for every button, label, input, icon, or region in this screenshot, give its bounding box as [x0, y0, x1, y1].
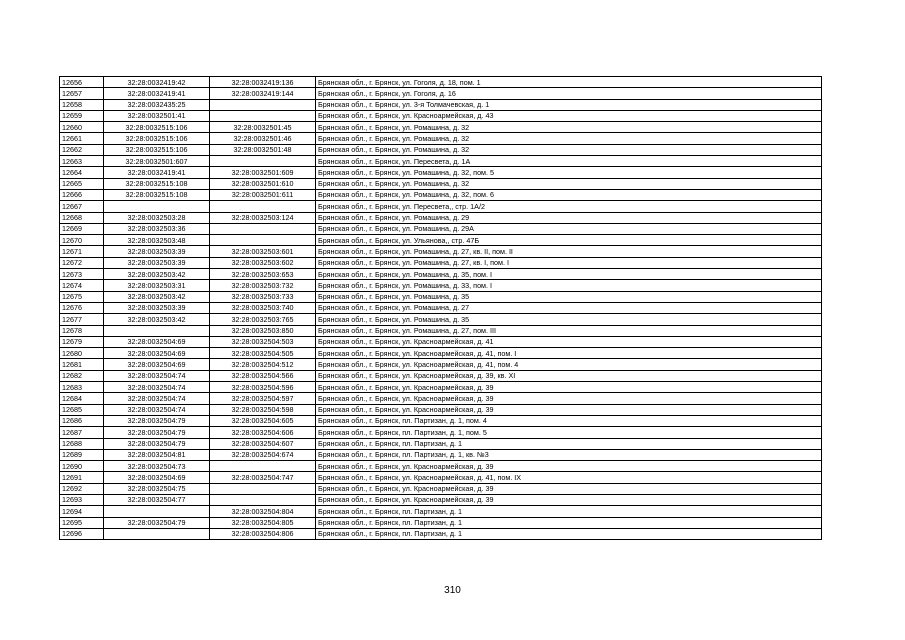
- address-cell: Брянская обл., г. Брянск, ул. Ромашина, д. 32: [316, 144, 822, 155]
- land-cadastral-number-cell: 32:28:0032504:69: [104, 348, 210, 359]
- address-cell: Брянская обл., г. Брянск, пл. Партизан, д. 1: [316, 506, 822, 517]
- table-row: [60, 269, 822, 280]
- address-cell: Брянская обл., г. Брянск, ул. 3-я Толмачевская, д. 1: [316, 99, 822, 110]
- address-cell: Брянская обл., г. Брянск, ул. Ульянова,, стр. 47Б: [316, 235, 822, 246]
- address-cell: Брянская обл., г. Брянск, ул. Ромашина, д. 29А: [316, 223, 822, 234]
- table-row: [60, 189, 822, 200]
- table-row: [60, 246, 822, 257]
- address-cell: Брянская обл., г. Брянск, ул. Ромашина, д. 27, кв. II, пом. II: [316, 246, 822, 257]
- land-cadastral-number-cell: 32:28:0032515:106: [104, 133, 210, 144]
- land-cadastral-number-cell: 32:28:0032503:39: [104, 302, 210, 313]
- object-cadastral-number-cell: 32:28:0032504:747: [210, 472, 316, 483]
- table-row: [60, 528, 822, 539]
- table-row: [60, 280, 822, 291]
- land-cadastral-number-cell: 32:28:0032504:74: [104, 393, 210, 404]
- address-cell: Брянская обл., г. Брянск, ул. Гоголя, д. 18, пом. 1: [316, 77, 822, 88]
- land-cadastral-number-cell: 32:28:0032515:106: [104, 144, 210, 155]
- row-number-cell: 12696: [60, 528, 104, 539]
- object-cadastral-number-cell: 32:28:0032504:606: [210, 427, 316, 438]
- row-number-cell: 12676: [60, 302, 104, 313]
- table-row: [60, 302, 822, 313]
- row-number-cell: 12692: [60, 483, 104, 494]
- row-number-cell: 12668: [60, 212, 104, 223]
- land-cadastral-number-cell: 32:28:0032503:36: [104, 223, 210, 234]
- address-cell: Брянская обл., г. Брянск, пл. Партизан, д. 1: [316, 517, 822, 528]
- table-row: [60, 99, 822, 110]
- land-cadastral-number-cell: 32:28:0032504:73: [104, 461, 210, 472]
- row-number-cell: 12682: [60, 370, 104, 381]
- table-row: [60, 235, 822, 246]
- object-cadastral-number-cell: 32:28:0032504:598: [210, 404, 316, 415]
- row-number-cell: 12662: [60, 144, 104, 155]
- registry-table-body: [60, 77, 822, 540]
- object-cadastral-number-cell: 32:28:0032504:805: [210, 517, 316, 528]
- address-cell: Брянская обл., г. Брянск, ул. Ромашина, д. 27, кв. I, пом. I: [316, 257, 822, 268]
- row-number-cell: 12667: [60, 201, 104, 212]
- row-number-cell: 12666: [60, 189, 104, 200]
- address-cell: Брянская обл., г. Брянск, ул. Ромашина, д. 35, пом. I: [316, 269, 822, 280]
- row-number-cell: 12674: [60, 280, 104, 291]
- table-row: [60, 494, 822, 505]
- land-cadastral-number-cell: 32:28:0032501:607: [104, 156, 210, 167]
- object-cadastral-number-cell: 32:28:0032501:46: [210, 133, 316, 144]
- address-cell: Брянская обл., г. Брянск, ул. Красноармейская, д. 41: [316, 336, 822, 347]
- land-cadastral-number-cell: 32:28:0032504:79: [104, 427, 210, 438]
- address-cell: Брянская обл., г. Брянск, ул. Красноармейская, д. 39: [316, 393, 822, 404]
- table-row: [60, 223, 822, 234]
- object-cadastral-number-cell: [210, 110, 316, 121]
- address-cell: Брянская обл., г. Брянск, ул. Красноармейская, д. 39: [316, 494, 822, 505]
- table-row: [60, 314, 822, 325]
- address-cell: Брянская обл., г. Брянск, пл. Партизан, д. 1, пом. 5: [316, 427, 822, 438]
- object-cadastral-number-cell: 32:28:0032503:732: [210, 280, 316, 291]
- table-row: [60, 472, 822, 483]
- table-row: [60, 144, 822, 155]
- row-number-cell: 12690: [60, 461, 104, 472]
- object-cadastral-number-cell: [210, 99, 316, 110]
- table-row: [60, 348, 822, 359]
- address-cell: Брянская обл., г. Брянск, ул. Красноармейская, д. 39: [316, 404, 822, 415]
- table-row: [60, 404, 822, 415]
- row-number-cell: 12693: [60, 494, 104, 505]
- land-cadastral-number-cell: 32:28:0032504:79: [104, 517, 210, 528]
- address-cell: Брянская обл., г. Брянск, ул. Красноармейская, д. 39: [316, 461, 822, 472]
- land-cadastral-number-cell: 32:28:0032503:42: [104, 269, 210, 280]
- object-cadastral-number-cell: 32:28:0032504:674: [210, 449, 316, 460]
- object-cadastral-number-cell: 32:28:0032419:144: [210, 88, 316, 99]
- object-cadastral-number-cell: 32:28:0032501:609: [210, 167, 316, 178]
- object-cadastral-number-cell: 32:28:0032503:602: [210, 257, 316, 268]
- table-row: [60, 110, 822, 121]
- land-cadastral-number-cell: 32:28:0032504:81: [104, 449, 210, 460]
- land-cadastral-number-cell: 32:28:0032419:41: [104, 167, 210, 178]
- address-cell: Брянская обл., г. Брянск, ул. Красноармейская, д. 39, кв. XI: [316, 370, 822, 381]
- object-cadastral-number-cell: [210, 483, 316, 494]
- row-number-cell: 12688: [60, 438, 104, 449]
- row-number-cell: 12673: [60, 269, 104, 280]
- land-cadastral-number-cell: 32:28:0032503:39: [104, 246, 210, 257]
- object-cadastral-number-cell: 32:28:0032501:610: [210, 178, 316, 189]
- table-row: [60, 483, 822, 494]
- table-row: [60, 88, 822, 99]
- land-cadastral-number-cell: 32:28:0032504:75: [104, 483, 210, 494]
- address-cell: Брянская обл., г. Брянск, ул. Ромашина, д. 32, пом. 6: [316, 189, 822, 200]
- table-row: [60, 133, 822, 144]
- table-row: [60, 156, 822, 167]
- row-number-cell: 12691: [60, 472, 104, 483]
- object-cadastral-number-cell: 32:28:0032504:607: [210, 438, 316, 449]
- land-cadastral-number-cell: 32:28:0032504:69: [104, 359, 210, 370]
- address-cell: Брянская обл., г. Брянск, ул. Красноармейская, д. 39: [316, 483, 822, 494]
- land-cadastral-number-cell: 32:28:0032419:42: [104, 77, 210, 88]
- row-number-cell: 12680: [60, 348, 104, 359]
- object-cadastral-number-cell: 32:28:0032504:566: [210, 370, 316, 381]
- row-number-cell: 12679: [60, 336, 104, 347]
- row-number-cell: 12661: [60, 133, 104, 144]
- object-cadastral-number-cell: 32:28:0032501:48: [210, 144, 316, 155]
- object-cadastral-number-cell: 32:28:0032504:596: [210, 382, 316, 393]
- land-cadastral-number-cell: 32:28:0032515:108: [104, 189, 210, 200]
- address-cell: Брянская обл., г. Брянск, ул. Красноармейская, д. 39: [316, 382, 822, 393]
- object-cadastral-number-cell: 32:28:0032504:804: [210, 506, 316, 517]
- row-number-cell: 12689: [60, 449, 104, 460]
- row-number-cell: 12694: [60, 506, 104, 517]
- table-row: [60, 167, 822, 178]
- table-row: [60, 415, 822, 426]
- land-cadastral-number-cell: 32:28:0032504:74: [104, 370, 210, 381]
- land-cadastral-number-cell: [104, 325, 210, 336]
- address-cell: Брянская обл., г. Брянск, пл. Партизан, д. 1: [316, 528, 822, 539]
- row-number-cell: 12684: [60, 393, 104, 404]
- address-cell: Брянская обл., г. Брянск, ул. Ромашина, д. 29: [316, 212, 822, 223]
- land-cadastral-number-cell: [104, 528, 210, 539]
- object-cadastral-number-cell: 32:28:0032504:605: [210, 415, 316, 426]
- land-cadastral-number-cell: 32:28:0032503:42: [104, 291, 210, 302]
- object-cadastral-number-cell: [210, 223, 316, 234]
- address-cell: Брянская обл., г. Брянск, ул. Пересвета, д. 1А: [316, 156, 822, 167]
- table-row: [60, 291, 822, 302]
- address-cell: Брянская обл., г. Брянск, ул. Ромашина, д. 32: [316, 122, 822, 133]
- object-cadastral-number-cell: 32:28:0032504:505: [210, 348, 316, 359]
- registry-table: [59, 76, 822, 540]
- row-number-cell: 12663: [60, 156, 104, 167]
- land-cadastral-number-cell: 32:28:0032504:79: [104, 438, 210, 449]
- address-cell: Брянская обл., г. Брянск, пл. Партизан, д. 1: [316, 438, 822, 449]
- table-row: [60, 427, 822, 438]
- object-cadastral-number-cell: 32:28:0032503:124: [210, 212, 316, 223]
- object-cadastral-number-cell: 32:28:0032503:740: [210, 302, 316, 313]
- row-number-cell: 12681: [60, 359, 104, 370]
- address-cell: Брянская обл., г. Брянск, ул. Ромашина, д. 27: [316, 302, 822, 313]
- land-cadastral-number-cell: 32:28:0032503:31: [104, 280, 210, 291]
- object-cadastral-number-cell: 32:28:0032503:601: [210, 246, 316, 257]
- table-row: [60, 257, 822, 268]
- object-cadastral-number-cell: [210, 156, 316, 167]
- row-number-cell: 12683: [60, 382, 104, 393]
- row-number-cell: 12658: [60, 99, 104, 110]
- table-row: [60, 77, 822, 88]
- address-cell: Брянская обл., г. Брянск, ул. Гоголя, д. 16: [316, 88, 822, 99]
- object-cadastral-number-cell: 32:28:0032501:611: [210, 189, 316, 200]
- object-cadastral-number-cell: [210, 235, 316, 246]
- land-cadastral-number-cell: [104, 506, 210, 517]
- table-row: [60, 382, 822, 393]
- land-cadastral-number-cell: 32:28:0032504:74: [104, 404, 210, 415]
- address-cell: Брянская обл., г. Брянск, ул. Красноармейская, д. 41, пом. IX: [316, 472, 822, 483]
- land-cadastral-number-cell: 32:28:0032515:106: [104, 122, 210, 133]
- page-number: 310: [444, 585, 461, 596]
- land-cadastral-number-cell: 32:28:0032503:28: [104, 212, 210, 223]
- table-row: [60, 517, 822, 528]
- table-row: [60, 438, 822, 449]
- address-cell: Брянская обл., г. Брянск, ул. Ромашина, д. 27, пом. III: [316, 325, 822, 336]
- object-cadastral-number-cell: 32:28:0032419:136: [210, 77, 316, 88]
- address-cell: Брянская обл., г. Брянск, ул. Ромашина, д. 33, пом. I: [316, 280, 822, 291]
- address-cell: Брянская обл., г. Брянск, ул. Красноармейская, д. 41, пом. 4: [316, 359, 822, 370]
- object-cadastral-number-cell: 32:28:0032501:45: [210, 122, 316, 133]
- table-row: [60, 370, 822, 381]
- land-cadastral-number-cell: 32:28:0032503:39: [104, 257, 210, 268]
- row-number-cell: 12664: [60, 167, 104, 178]
- table-row: [60, 122, 822, 133]
- address-cell: Брянская обл., г. Брянск, пл. Партизан, д. 1, пом. 4: [316, 415, 822, 426]
- land-cadastral-number-cell: 32:28:0032504:74: [104, 382, 210, 393]
- land-cadastral-number-cell: 32:28:0032504:69: [104, 472, 210, 483]
- table-row: [60, 325, 822, 336]
- land-cadastral-number-cell: 32:28:0032435:25: [104, 99, 210, 110]
- land-cadastral-number-cell: 32:28:0032504:69: [104, 336, 210, 347]
- row-number-cell: 12656: [60, 77, 104, 88]
- object-cadastral-number-cell: 32:28:0032504:503: [210, 336, 316, 347]
- object-cadastral-number-cell: [210, 201, 316, 212]
- table-row: [60, 461, 822, 472]
- row-number-cell: 12672: [60, 257, 104, 268]
- object-cadastral-number-cell: 32:28:0032503:653: [210, 269, 316, 280]
- table-row: [60, 178, 822, 189]
- address-cell: Брянская обл., г. Брянск, ул. Красноармейская, д. 43: [316, 110, 822, 121]
- row-number-cell: 12665: [60, 178, 104, 189]
- row-number-cell: 12670: [60, 235, 104, 246]
- land-cadastral-number-cell: 32:28:0032503:42: [104, 314, 210, 325]
- table-row: [60, 359, 822, 370]
- table-row: [60, 449, 822, 460]
- land-cadastral-number-cell: 32:28:0032419:41: [104, 88, 210, 99]
- address-cell: Брянская обл., г. Брянск, ул. Ромашина, д. 32: [316, 133, 822, 144]
- table-row: [60, 506, 822, 517]
- land-cadastral-number-cell: [104, 201, 210, 212]
- land-cadastral-number-cell: 32:28:0032515:108: [104, 178, 210, 189]
- row-number-cell: 12678: [60, 325, 104, 336]
- object-cadastral-number-cell: 32:28:0032504:806: [210, 528, 316, 539]
- land-cadastral-number-cell: 32:28:0032504:77: [104, 494, 210, 505]
- row-number-cell: 12657: [60, 88, 104, 99]
- address-cell: Брянская обл., г. Брянск, ул. Ромашина, д. 32, пом. 5: [316, 167, 822, 178]
- table-row: [60, 212, 822, 223]
- object-cadastral-number-cell: 32:28:0032504:512: [210, 359, 316, 370]
- address-cell: Брянская обл., г. Брянск, ул. Красноармейская, д. 41, пом. I: [316, 348, 822, 359]
- table-row: [60, 201, 822, 212]
- row-number-cell: 12695: [60, 517, 104, 528]
- object-cadastral-number-cell: [210, 494, 316, 505]
- address-cell: Брянская обл., г. Брянск, ул. Ромашина, д. 35: [316, 314, 822, 325]
- object-cadastral-number-cell: 32:28:0032504:597: [210, 393, 316, 404]
- table-row: [60, 393, 822, 404]
- row-number-cell: 12659: [60, 110, 104, 121]
- row-number-cell: 12687: [60, 427, 104, 438]
- object-cadastral-number-cell: 32:28:0032503:765: [210, 314, 316, 325]
- object-cadastral-number-cell: 32:28:0032503:733: [210, 291, 316, 302]
- address-cell: Брянская обл., г. Брянск, ул. Ромашина, д. 35: [316, 291, 822, 302]
- row-number-cell: 12685: [60, 404, 104, 415]
- object-cadastral-number-cell: [210, 461, 316, 472]
- address-cell: Брянская обл., г. Брянск, ул. Ромашина, д. 32: [316, 178, 822, 189]
- row-number-cell: 12686: [60, 415, 104, 426]
- address-cell: Брянская обл., г. Брянск, ул. Пересвета,, стр. 1А/2: [316, 201, 822, 212]
- land-cadastral-number-cell: 32:28:0032501:41: [104, 110, 210, 121]
- address-cell: Брянская обл., г. Брянск, пл. Партизан, д. 1, кв. №3: [316, 449, 822, 460]
- row-number-cell: 12675: [60, 291, 104, 302]
- row-number-cell: 12660: [60, 122, 104, 133]
- row-number-cell: 12669: [60, 223, 104, 234]
- table-row: [60, 336, 822, 347]
- row-number-cell: 12677: [60, 314, 104, 325]
- row-number-cell: 12671: [60, 246, 104, 257]
- land-cadastral-number-cell: 32:28:0032504:79: [104, 415, 210, 426]
- land-cadastral-number-cell: 32:28:0032503:48: [104, 235, 210, 246]
- object-cadastral-number-cell: 32:28:0032503:850: [210, 325, 316, 336]
